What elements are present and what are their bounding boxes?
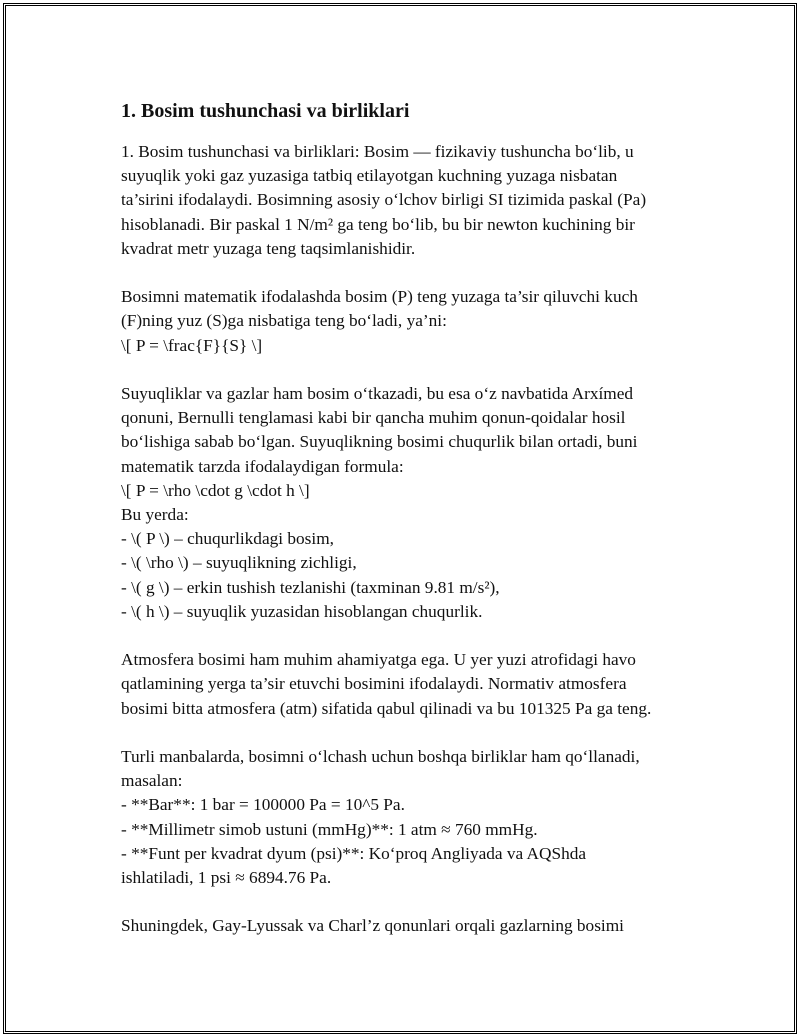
text-line: hisoblanadi. Bir paskal 1 N/m² ga teng bo‘lib, bu bir newton kuchining bir [121,214,635,234]
text-line: suyuqlik yoki gaz yuzasiga tatbiq etilayotgan kuchning yuzaga nisbatan [121,166,618,186]
text-line: matematik tarzda ifodalaydigan formula: [121,456,404,476]
paragraph [121,648,701,721]
text-line: (F)ning yuz (S)ga nisbatiga teng bo‘ladi, ya’ni: [121,311,447,331]
text-line: kvadrat metr yuzaga teng taqsimlanishidir. [121,238,416,258]
list-item: - **Funt per kvadrat dyum (psi)**: Ko‘proq Angliyada va AQShda [121,843,587,863]
paragraph [121,285,701,358]
list-item: - \( g \) – erkin tushish tezlanishi (taxminan 9.81 m/s²), [121,577,500,597]
text-line: ishlatiladi, 1 psi ≈ 6894.76 Pa. [121,868,332,888]
paragraph [121,382,701,624]
page-frame [3,3,797,1034]
text-line: bosimi bitta atmosfera (atm) sifatida qabul qilinadi va bu 101325 Pa ga teng. [121,698,652,718]
text-line: Atmosfera bosimi ham muhim ahamiyatga ega. U yer yuzi atrofidagi havo [121,650,636,670]
paragraph [121,914,701,938]
section-heading: 1. Bosim tushunchasi va birliklari [121,100,410,122]
list-item: - **Bar**: 1 bar = 100000 Pa = 10^5 Pa. [121,795,405,815]
formula-line: \[ P = \rho \cdot g \cdot h \] [121,480,310,500]
text-line: Shuningdek, Gay-Lyussak va Charl’z qonunlari orqali gazlarning bosimi [121,916,624,936]
text-line: Turli manbalarda, bosimni o‘lchash uchun boshqa birliklar ham qo‘llanadi, [121,747,640,767]
paragraph [121,140,701,261]
text-line: Suyuqliklar va gazlar ham bosim o‘tkazadi, bu esa o‘z navbatida Arxímed [121,384,634,403]
list-item: - **Millimetr simob ustuni (mmHg)**: 1 atm ≈ 760 mmHg. [121,819,538,839]
text-line: Bosimni matematik ifodalashda bosim (P) teng yuzaga ta’sir qiluvchi kuch [121,287,638,307]
text-line: Bu yerda: [121,505,189,525]
text-line: qonuni, Bernulli tenglamasi kabi bir qancha muhim qonun-qoidalar hosil [121,408,626,428]
list-item: - \( P \) – chuqurlikdagi bosim, [121,529,334,549]
list-item: - \( \rho \) – suyuqlikning zichligi, [121,553,357,573]
text-line: bo‘lishiga sabab bo‘lgan. Suyuqlikning bosimi chuqurlik bilan ortadi, buni [121,432,638,452]
list-item: - \( h \) – suyuqlik yuzasidan hisoblangan chuqurlik. [121,601,483,621]
text-line: masalan: [121,771,183,791]
formula-line: \[ P = \frac{F}{S} \] [121,335,263,355]
paragraph [121,745,701,890]
document-content [121,96,701,963]
text-line: 1. Bosim tushunchasi va birliklari: Bosim — fizikaviy tushuncha bo‘lib, u [121,142,634,161]
text-line: qatlamining yerga ta’sir etuvchi bosimini ifodalaydi. Normativ atmosfera [121,674,627,694]
text-line: ta’sirini ifodalaydi. Bosimning asosiy o‘lchov birligi SI tizimida paskal (Pa) [121,190,647,210]
